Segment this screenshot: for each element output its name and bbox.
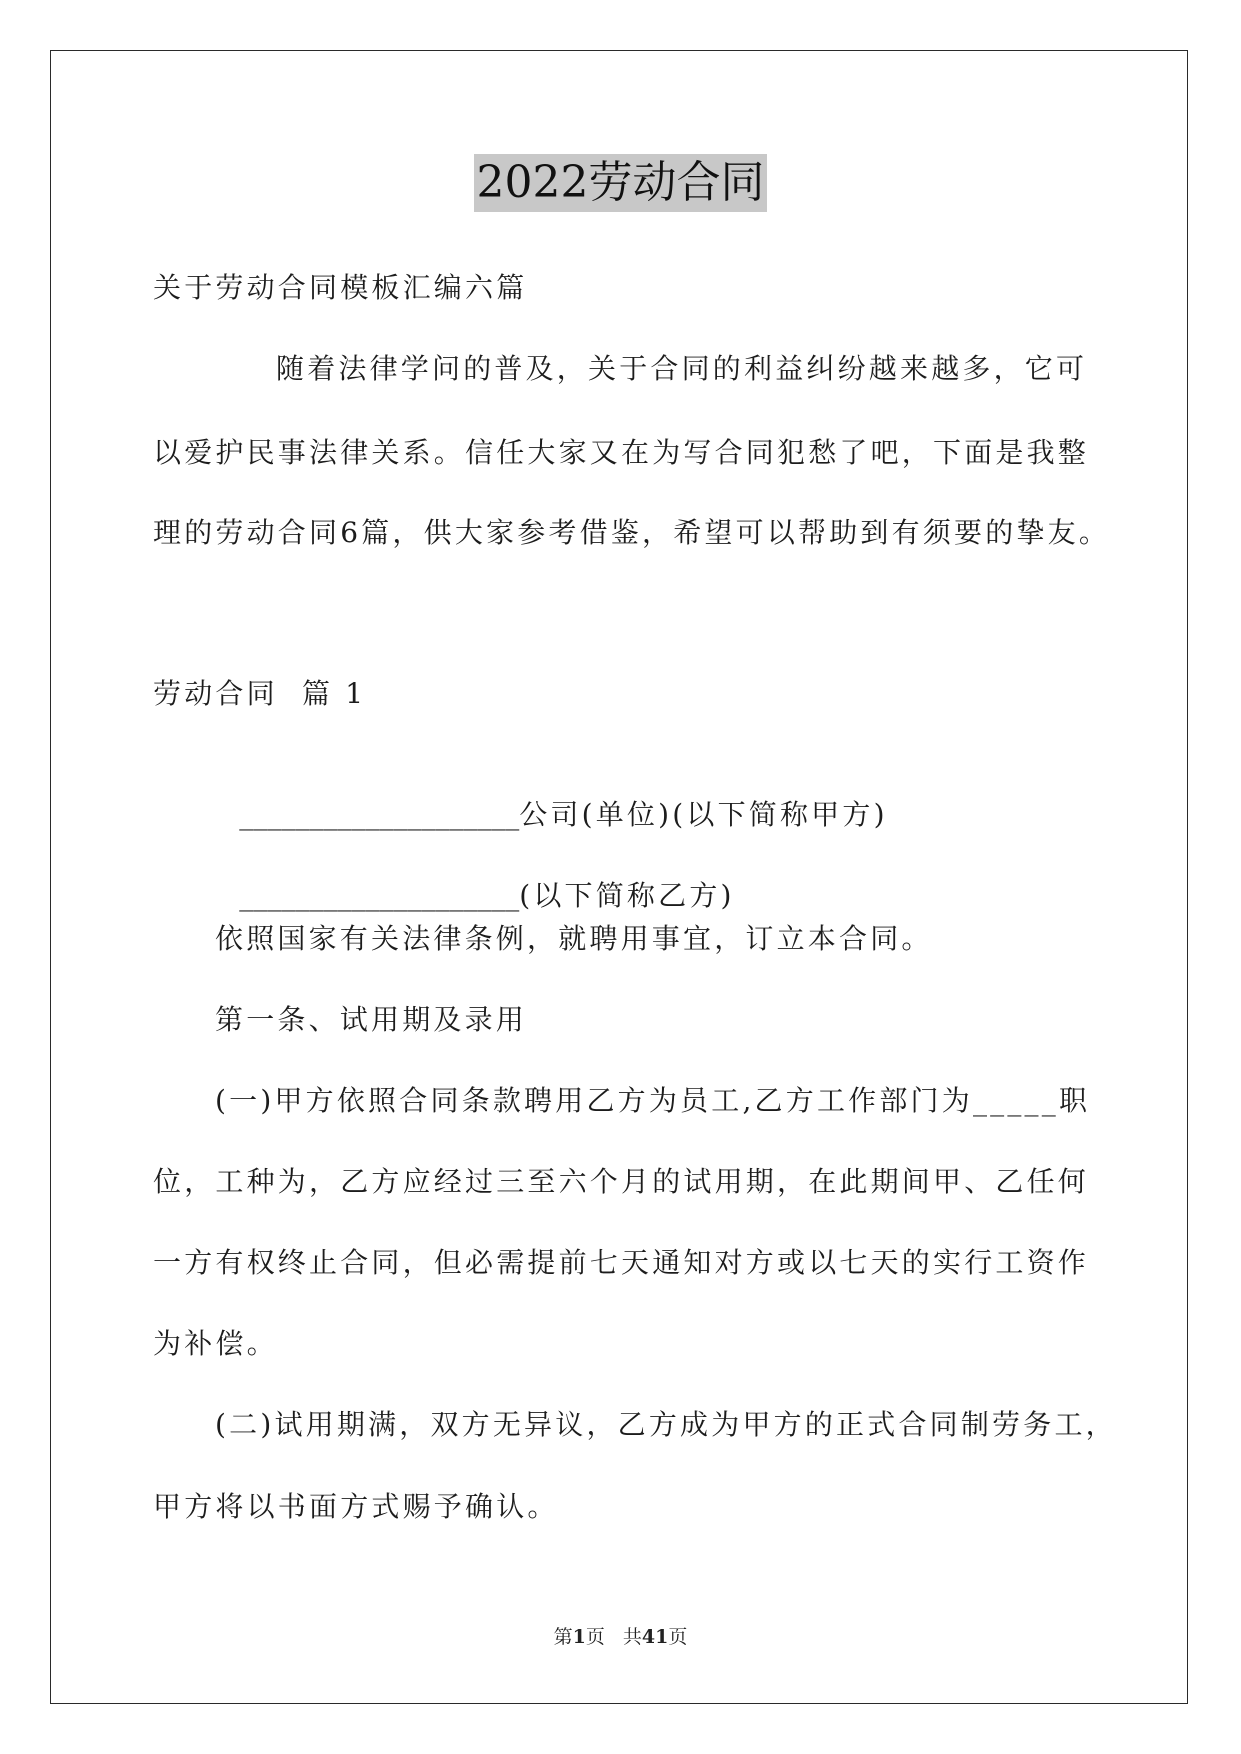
party-b-text: (以下简称乙方) xyxy=(519,879,735,912)
page-prefix: 第 xyxy=(553,1626,573,1648)
section-heading: 劳动合同 篇 1 xyxy=(153,677,367,710)
intro-line: 随着法律学问的普及，关于合同的利益纠纷越来越多，它可 xyxy=(276,352,1088,385)
clause-1-line: 位，工种为，乙方应经过三至六个月的试用期，在此期间甲、乙任何 xyxy=(153,1165,1090,1198)
clause-1-line: 为补偿。 xyxy=(153,1327,278,1360)
total-suffix: 页 xyxy=(668,1626,688,1648)
current-page-number: 1 xyxy=(572,1626,586,1648)
article-1-heading: 第一条、试用期及录用 xyxy=(215,1003,528,1036)
document-subtitle: 关于劳动合同模板汇编六篇 xyxy=(153,271,528,304)
clause-1-line: 一方有权终止合同，但必需提前七天通知对方或以七天的实行工资作 xyxy=(153,1246,1090,1279)
document-title: 2022劳动合同 xyxy=(474,154,768,212)
title-container xyxy=(0,154,1241,212)
page-suffix: 页 xyxy=(585,1626,605,1648)
clause-1-line: (一)甲方依照合同条款聘用乙方为员工,乙方工作部门为_____职 xyxy=(215,1084,1091,1117)
party-b-line xyxy=(215,836,735,912)
clause-2-line: 甲方将以书面方式赐予确认。 xyxy=(153,1490,559,1523)
intro-line: 理的劳动合同6篇，供大家参考借鉴，希望可以帮助到有须要的挚友。 xyxy=(153,516,1111,549)
clause-2-line: (二)试用期满，双方无异议，乙方成为甲方的正式合同制劳务工， xyxy=(215,1408,1117,1441)
party-a-blank: ____________________ xyxy=(239,798,520,831)
page-footer xyxy=(0,1625,1241,1649)
total-prefix: 共 xyxy=(622,1626,642,1648)
total-page-count: 41 xyxy=(641,1626,669,1648)
intro-line: 以爱护民事法律关系。信任大家又在为写合同犯愁了吧，下面是我整 xyxy=(153,436,1090,469)
party-b-blank: ____________________ xyxy=(239,879,520,912)
preamble: 依照国家有关法律条例，就聘用事宜，订立本合同。 xyxy=(215,922,933,955)
party-a-line xyxy=(215,755,888,831)
party-a-text: 公司(单位)(以下简称甲方) xyxy=(519,798,888,831)
